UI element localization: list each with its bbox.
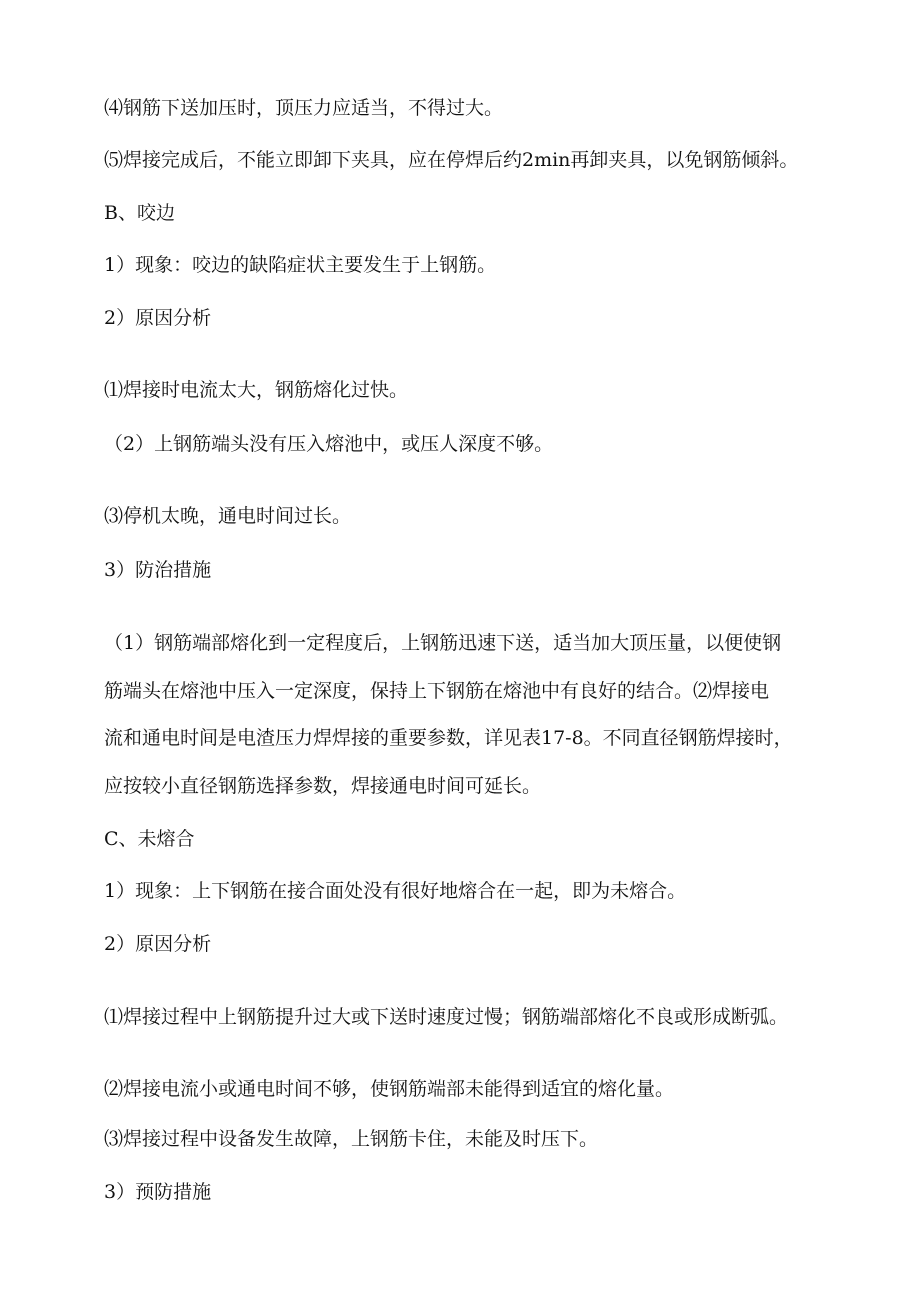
section-heading-b: B、咬边 bbox=[104, 202, 175, 224]
text-line-8: ⑶停机太晚，通电时间过长。 bbox=[104, 505, 352, 527]
text-line-4: 1）现象：咬边的缺陷症状主要发生于上钢筋。 bbox=[104, 254, 497, 276]
text-line-7: （2）上钢筋端头没有压入熔池中，或压人深度不够。 bbox=[104, 433, 554, 455]
text-line-12: 2）原因分析 bbox=[104, 933, 212, 955]
text-line-13: ⑴焊接过程中上钢筋提升过大或下送时速度过慢；钢筋端部熔化不良或形成断弧。 bbox=[104, 1006, 789, 1028]
section-heading-c: C、未熔合 bbox=[104, 828, 195, 850]
text-line-15: ⑶焊接过程中设备发生故障，上钢筋卡住，未能及时压下。 bbox=[104, 1128, 599, 1150]
text-line-5: 2）原因分析 bbox=[104, 307, 212, 329]
text-line-6: ⑴焊接时电流太大，钢筋熔化过快。 bbox=[104, 379, 409, 401]
text-line-1: ⑷钢筋下送加压时，顶压力应适当，不得过大。 bbox=[104, 97, 504, 119]
text-line-14: ⑵焊接电流小或通电时间不够，使钢筋端部未能得到适宜的熔化量。 bbox=[104, 1078, 675, 1100]
paragraph-line-2: 筋端头在熔池中压入一定深度，保持上下钢筋在熔池中有良好的结合。⑵焊接电 bbox=[104, 679, 770, 702]
paragraph-line-1: （1）钢筋端部熔化到一定程度后，上钢筋迅速下送，适当加大顶压量，以便使钢 bbox=[104, 632, 782, 654]
text-line-16: 3）预防措施 bbox=[104, 1181, 212, 1203]
text-line-2: ⑸焊接完成后，不能立即卸下夹具，应在停焊后约2min再卸夹具，以免钢筋倾斜。 bbox=[104, 149, 799, 171]
text-line-11: 1）现象：上下钢筋在接合面处没有很好地熔合在一起，即为未熔合。 bbox=[104, 880, 687, 902]
paragraph-line-3: 流和通电时间是电渣压力焊焊接的重要参数，详见表17-8。不同直径钢筋焊接时， bbox=[104, 727, 793, 749]
paragraph-line-4: 应按较小直径钢筋选择参数，焊接通电时间可延长。 bbox=[104, 774, 542, 797]
paragraph-block bbox=[104, 620, 828, 810]
text-line-9: 3）防治措施 bbox=[104, 559, 212, 581]
